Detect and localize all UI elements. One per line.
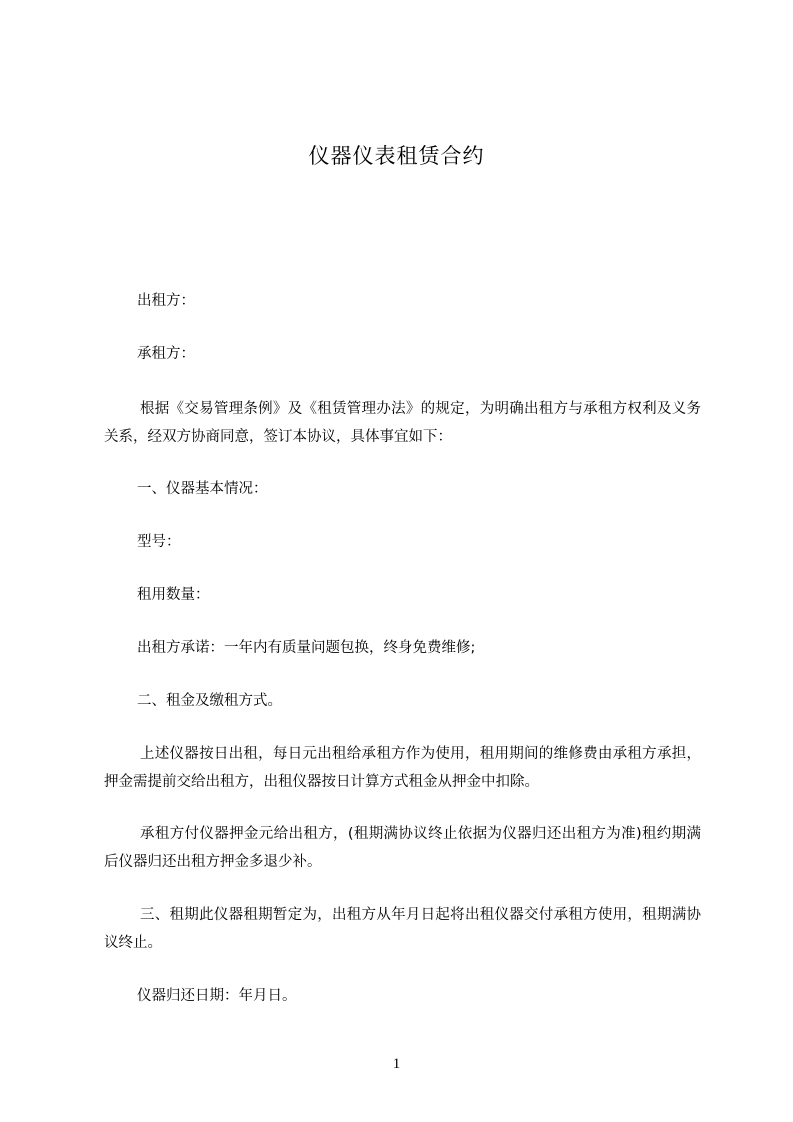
rent-paragraph: 上述仪器按日出租，每日元出租给承租方作为使用，租用期间的维修费由承租方承担，押金需提前交给出租方，出租仪器按日计算方式租金从押金中扣除。 <box>104 746 701 790</box>
return-date-line: 仪器归还日期：年月日。 <box>137 988 297 1004</box>
model-line: 型号： <box>137 534 181 550</box>
page-number: 1 <box>392 1056 401 1072</box>
preamble-paragraph: 根据《交易管理条例》及《租赁管理办法》的规定，为明确出租方与承租方权利及义务关系，经双方协商同意，签订本协议，具体事宜如下： <box>104 401 701 445</box>
lease-term-paragraph: 三、租期此仪器租期暂定为，出租方从年月日起将出租仪器交付承租方使用，租期满协议终止。 <box>104 907 701 951</box>
lessor-line: 出租方： <box>137 293 195 309</box>
lessee-line: 承租方： <box>137 346 195 362</box>
deposit-paragraph: 承租方付仪器押金元给出租方，(租期满协议终止依据为仪器归还出租方为准)租约期满后仪器归还出租方押金多退少补。 <box>104 826 701 870</box>
section-two-heading: 二、租金及缴租方式。 <box>137 693 282 709</box>
document-title: 仪器仪表租赁合约 <box>308 144 485 168</box>
section-one-heading: 一、仪器基本情况： <box>137 481 268 497</box>
quantity-line: 租用数量： <box>137 587 210 603</box>
lessor-promise-line: 出租方承诺：一年内有质量问题包换，终身免费维修; <box>137 640 476 656</box>
